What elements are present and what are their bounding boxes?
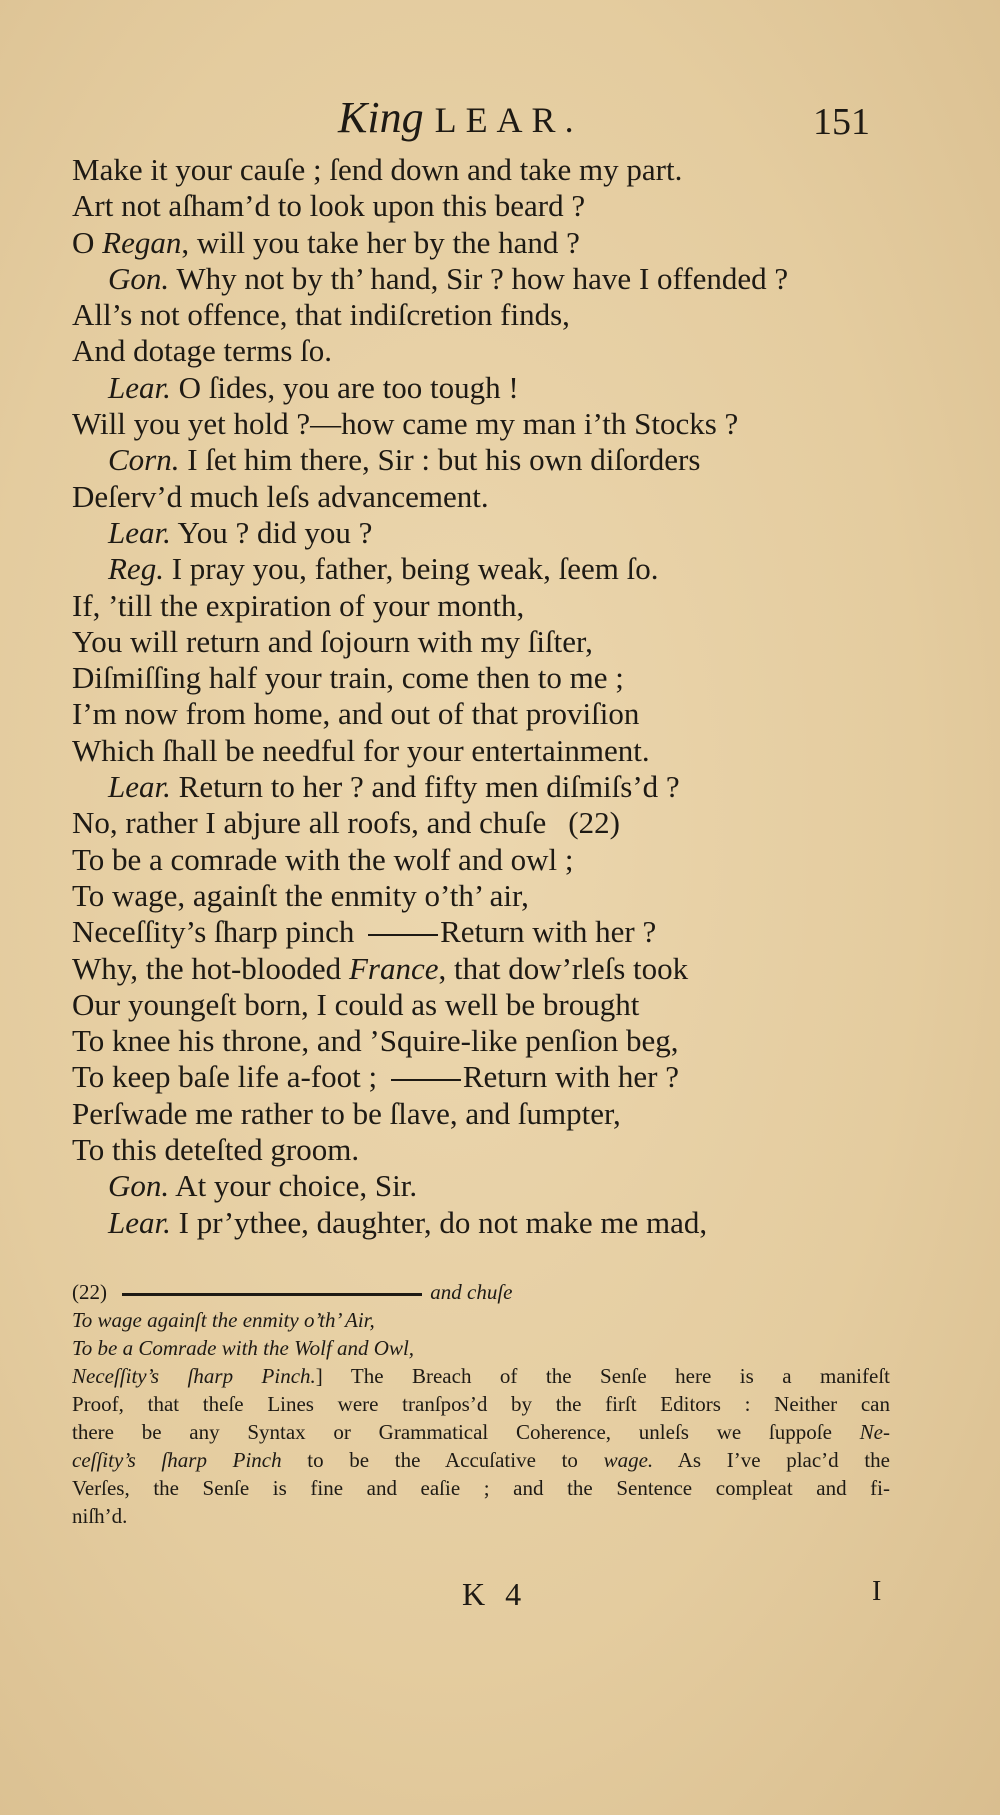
footnote-text-run: To be a Comrade with the Wolf and Owl, bbox=[72, 1336, 415, 1360]
verse-text-run: Deſerv’d much leſs advancement. bbox=[72, 478, 489, 514]
verse-text-run: At your choice, Sir. bbox=[169, 1168, 418, 1204]
verse-line bbox=[72, 842, 952, 878]
footnote-line bbox=[72, 1390, 890, 1418]
footnote-text-run: Neceſſity’s ſharp Pinch. bbox=[72, 1364, 316, 1388]
verse-text-run: Art not aſham’d to look upon this beard ? bbox=[72, 188, 586, 224]
speaker-name: Gon. bbox=[108, 1168, 170, 1204]
verse-text-run: You ? did you ? bbox=[170, 514, 373, 550]
footnote-text-run: there be any Syntax or Grammatical Coherence, unleſs we ſuppoſe bbox=[72, 1420, 860, 1444]
verse-text-run: Diſmiſſing half your train, come then to me ; bbox=[72, 660, 624, 696]
footnote bbox=[72, 1278, 890, 1530]
verse-text-run: I ſet him there, Sir : but his own diſorders bbox=[179, 442, 701, 478]
footnote-text-run: Ne- bbox=[859, 1420, 890, 1444]
verse-line bbox=[72, 696, 952, 732]
verse-line bbox=[72, 914, 952, 950]
verse-text-run: I pr’ythee, daughter, do not make me mad, bbox=[170, 1204, 708, 1240]
verse-text-run: Perſwade me rather to be ſlave, and ſumpter, bbox=[72, 1095, 621, 1131]
verse-line bbox=[72, 733, 952, 769]
speaker-name: Corn. bbox=[108, 442, 180, 478]
verse-line bbox=[72, 333, 952, 369]
footnote-line bbox=[72, 1334, 890, 1362]
verse-text-run: O ſides, you are too tough ! bbox=[170, 369, 519, 405]
footnote-text-run: ceſſity’s ſharp Pinch bbox=[72, 1448, 282, 1472]
verse-text bbox=[72, 152, 952, 1241]
verse-line bbox=[72, 188, 952, 224]
verse-line bbox=[72, 987, 952, 1023]
verse-text-run: If, ’till the expiration of your month, bbox=[72, 587, 525, 623]
footnote-text-run: niſh’d. bbox=[72, 1504, 128, 1528]
verse-text-run: Make it your cauſe ; ſend down and take my part. bbox=[72, 152, 683, 187]
verse-line bbox=[72, 370, 952, 406]
verse-line bbox=[72, 1096, 952, 1132]
speaker-name: Lear. bbox=[108, 514, 171, 550]
footnote-text-run: to be the Accuſative to bbox=[281, 1448, 604, 1472]
verse-text-run: No, rather I abjure all roofs, and chuſe bbox=[72, 805, 547, 841]
running-title-italic: King bbox=[338, 93, 424, 142]
footnote-line bbox=[72, 1278, 890, 1306]
verse-line bbox=[72, 1132, 952, 1168]
verse-text-run: You will return and ſojourn with my ſiſter, bbox=[72, 623, 593, 659]
footnote-text-run: To wage againſt the enmity o’th’ Air, bbox=[72, 1308, 375, 1332]
verse-text-run: O bbox=[72, 224, 103, 260]
verse-text-run: I’m now from home, and out of that proviſion bbox=[72, 696, 640, 732]
verse-line bbox=[72, 261, 952, 297]
verse-text-run: Return to her ? and fifty men diſmiſs’d ? bbox=[170, 769, 680, 805]
speaker-name: Lear. bbox=[108, 369, 171, 405]
verse-text-run: , that dow’rleſs took bbox=[438, 950, 689, 986]
verse-text-run: And dotage terms ſo. bbox=[72, 333, 333, 369]
footnote-line bbox=[72, 1502, 890, 1530]
verse-text-run: To be a comrade with the wolf and owl ; bbox=[72, 841, 574, 877]
footnote-text-run: wage. bbox=[603, 1448, 654, 1472]
verse-line bbox=[72, 1023, 952, 1059]
speaker-name: Lear. bbox=[108, 1204, 171, 1240]
verse-line bbox=[72, 588, 952, 624]
running-head bbox=[0, 92, 1000, 152]
speaker-name: Lear. bbox=[108, 769, 171, 805]
signature-mark: K 4 bbox=[462, 1576, 528, 1612]
speaker-name: Reg. bbox=[108, 551, 164, 587]
verse-line bbox=[72, 515, 952, 551]
verse-text-run: To wage, againſt the enmity o’th’ air, bbox=[72, 877, 529, 913]
verse-line bbox=[72, 551, 952, 587]
footnote-text-run: Proof, that theſe Lines were tranſpos’d by the firſt Editors : Neither can bbox=[72, 1392, 890, 1416]
verse-text-run: Why, the hot-blooded bbox=[72, 950, 349, 986]
verse-text-run: To this deteſted groom. bbox=[72, 1132, 360, 1168]
verse-text-run: Return with her ? bbox=[462, 1059, 679, 1095]
verse-text-run: To knee his throne, and ’Squire-like penſion beg, bbox=[72, 1023, 679, 1059]
running-title-caps: LEAR. bbox=[434, 100, 583, 140]
verse-line bbox=[72, 951, 952, 987]
footnote-line bbox=[72, 1446, 890, 1474]
verse-text-run: , will you take her by the hand ? bbox=[181, 224, 580, 260]
speaker-name: Gon. bbox=[108, 260, 170, 296]
verse-text-run: Regan bbox=[102, 224, 182, 260]
verse-text-run: Neceſſity’s ſharp pinch bbox=[72, 914, 363, 950]
verse-text-run: Which ſhall be needful for your entertainment. bbox=[72, 732, 650, 768]
verse-line bbox=[72, 442, 952, 478]
footnote-line bbox=[72, 1474, 890, 1502]
footnote-text-run: Verſes, the Senſe is fine and eaſie ; and the Sentence compleat and fi- bbox=[72, 1476, 890, 1500]
em-dash-rule bbox=[368, 934, 438, 936]
verse-line bbox=[72, 1205, 952, 1241]
footnote-line bbox=[72, 1418, 890, 1446]
footnote-text-run: ] The Breach of the Senſe here is a manifeſt bbox=[315, 1364, 890, 1388]
verse-text-run: All’s not offence, that indiſcretion finds, bbox=[72, 297, 570, 333]
em-dash-rule bbox=[391, 1079, 461, 1081]
footnote-reference: (22) bbox=[568, 805, 620, 841]
page-number: 151 bbox=[813, 101, 870, 143]
catchword: I bbox=[872, 1576, 882, 1607]
verse-line bbox=[72, 660, 952, 696]
verse-text-run: France bbox=[348, 950, 439, 986]
verse-line bbox=[72, 297, 952, 333]
footnote-text-run: (22) bbox=[72, 1280, 113, 1304]
verse-line bbox=[72, 1059, 952, 1095]
verse-line bbox=[72, 805, 952, 841]
footnote-text-run: and chuſe bbox=[430, 1280, 513, 1304]
footnote-line bbox=[72, 1306, 890, 1334]
footnote-rule bbox=[122, 1293, 422, 1296]
verse-line bbox=[72, 479, 952, 515]
verse-line bbox=[72, 1168, 952, 1204]
verse-line bbox=[72, 769, 952, 805]
verse-text-run: Why not by th’ hand, Sir ? how have I offended ? bbox=[169, 260, 789, 296]
verse-line bbox=[72, 878, 952, 914]
verse-line bbox=[72, 225, 952, 261]
verse-text-run: Will you yet hold ?—how came my man i’th Stocks ? bbox=[72, 406, 739, 442]
verse-line bbox=[72, 152, 952, 188]
verse-line bbox=[72, 406, 952, 442]
verse-text-run: Our youngeſt born, I could as well be brought bbox=[72, 986, 640, 1022]
verse-text-run: To keep baſe life a-foot ; bbox=[72, 1059, 385, 1095]
footnote-line bbox=[72, 1362, 890, 1390]
verse-line bbox=[72, 624, 952, 660]
verse-text-run: Return with her ? bbox=[440, 914, 657, 950]
running-title bbox=[338, 92, 583, 143]
footnote-text-run: As I’ve plac’d the bbox=[653, 1448, 890, 1472]
verse-text-run: I pray you, father, being weak, ſeem ſo. bbox=[163, 551, 659, 587]
